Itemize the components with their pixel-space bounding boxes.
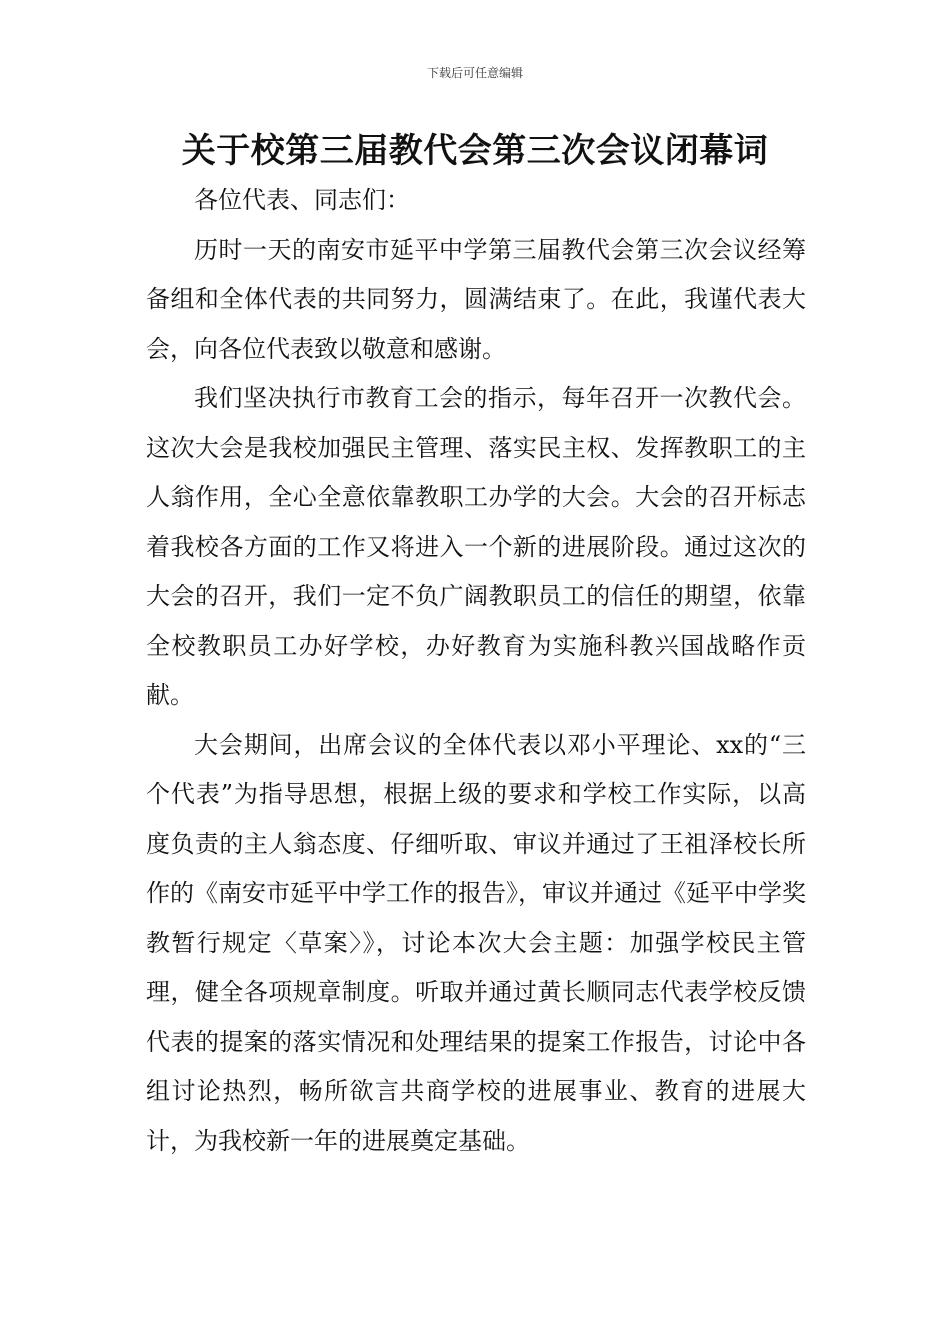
header-note: 下载后可任意编辑 [426,66,523,80]
document-body [146,176,806,1166]
paragraph-1: 历时一天的南安市延平中学第三届教代会第三次会议经筹备组和全体代表的共同努力，圆满结束了。在此，我谨代表大会，向各位代表致以敬意和感谢。 [146,235,806,363]
salutation: 各位代表、同志们： [194,186,410,214]
document-title: 关于校第三届教代会第三次会议闭幕词 [181,131,769,171]
paragraph-2: 我们坚决执行市教育工会的指示，每年召开一次教代会。这次大会是我校加强民主管理、落实民主权、发挥教职工的主人翁作用，全心全意依靠教职工办学的大会。大会的召开标志着我校各方面的工作又将进入一个新的进展阶段。通过这次的大会的召开，我们一定不负广阔教职员工的信任的期望，依靠全校教职员工办好学校，办好教育为实施科教兴国战略作贡献。 [146,384,806,709]
paragraph-3: 大会期间，出席会议的全体代表以邓小平理论、xx的“三个代表”为指导思想，根据上级的要求和学校工作实际，以高度负责的主人翁态度、仔细听取、审议并通过了王祖泽校长所作的《南安市延平中学工作的报告》，审议并通过《延平中学奖教暂行规定〈草案〉》，讨论本次大会主题：加强学校民主管理，健全各项规章制度。听取并通过黄长顺同志代表学校反馈代表的提案的落实情况和处理结果的提案工作报告，讨论中各组讨论热烈，畅所欲言共商学校的进展事业、教育的进展大计，为我校新一年的进展奠定基础。 [146,730,806,1155]
